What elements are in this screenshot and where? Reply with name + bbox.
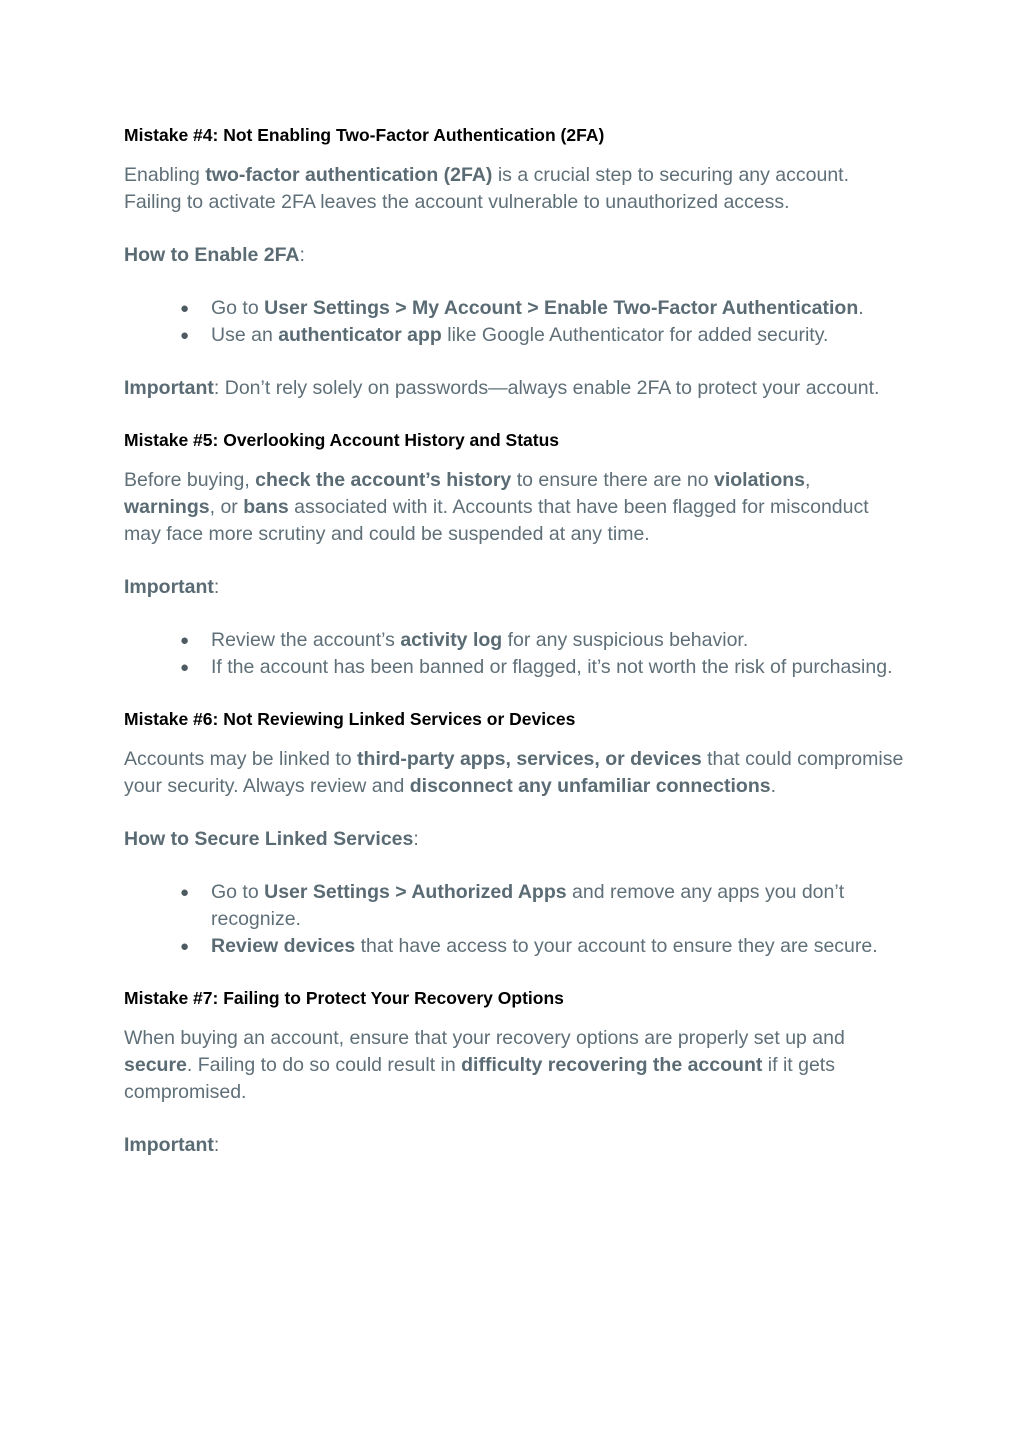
list-item: ● Review devices that have access to your account to ensure they are secure. — [124, 933, 904, 960]
section-heading-mistake-7: Mistake #7: Failing to Protect Your Recovery Options — [124, 988, 564, 1008]
important-note: Important: Don’t rely solely on passwords—always enable 2FA to protect your account. — [124, 377, 880, 399]
bullet-icon: ● — [180, 884, 190, 901]
section-heading-mistake-4: Mistake #4: Not Enabling Two-Factor Authentication (2FA) — [124, 125, 605, 145]
bullet-icon: ● — [180, 632, 190, 649]
list-item: ● Go to User Settings > Authorized Apps and remove any apps you don’t recognize. — [180, 881, 845, 930]
document-page — [124, 124, 904, 1159]
bullet-icon: ● — [180, 327, 190, 344]
subheading-how-to-enable-2fa: How to Enable 2FA: — [124, 244, 305, 266]
section-intro-mistake-5: Before buying, check the account’s history to ensure there are no violations, warnings, or bans associated with it. Accounts that have been flagged for misconduct may face more scrutiny and could be suspended at any time. — [124, 469, 869, 545]
list-item: ● Review the account’s activity log for any suspicious behavior. — [124, 627, 904, 654]
section-heading-mistake-6: Mistake #6: Not Reviewing Linked Services or Devices — [124, 709, 576, 729]
bullet-list — [124, 627, 904, 681]
list-item: ● If the account has been banned or flagged, it’s not worth the risk of purchasing. — [124, 654, 904, 681]
section-intro-mistake-4: Enabling two-factor authentication (2FA) is a crucial step to securing any account. Failing to activate 2FA leaves the account vulnerable to unauthorized access. — [124, 164, 850, 213]
bullet-list — [124, 295, 904, 349]
section-intro-mistake-6: Accounts may be linked to third-party apps, services, or devices that could compromise your security. Always review and disconnect any unfamiliar connections. — [124, 748, 904, 797]
section-heading-mistake-5: Mistake #5: Overlooking Account History and Status — [124, 430, 560, 450]
subheading-important: Important: — [124, 576, 220, 598]
list-item: ● Use an authenticator app like Google Authenticator for added security. — [124, 322, 904, 349]
subheading-important: Important: — [124, 1134, 220, 1156]
bullet-icon: ● — [180, 659, 190, 676]
list-item: ● Go to User Settings > My Account > Enable Two-Factor Authentication. — [124, 295, 904, 322]
subheading-how-to-secure-linked-services: How to Secure Linked Services: — [124, 828, 419, 850]
bullet-icon: ● — [180, 938, 190, 955]
bullet-list — [124, 879, 904, 960]
section-intro-mistake-7: When buying an account, ensure that your recovery options are properly set up and secure. Failing to do so could result in difficulty recovering the account if it gets compromised. — [124, 1027, 845, 1103]
bullet-icon: ● — [180, 300, 190, 317]
